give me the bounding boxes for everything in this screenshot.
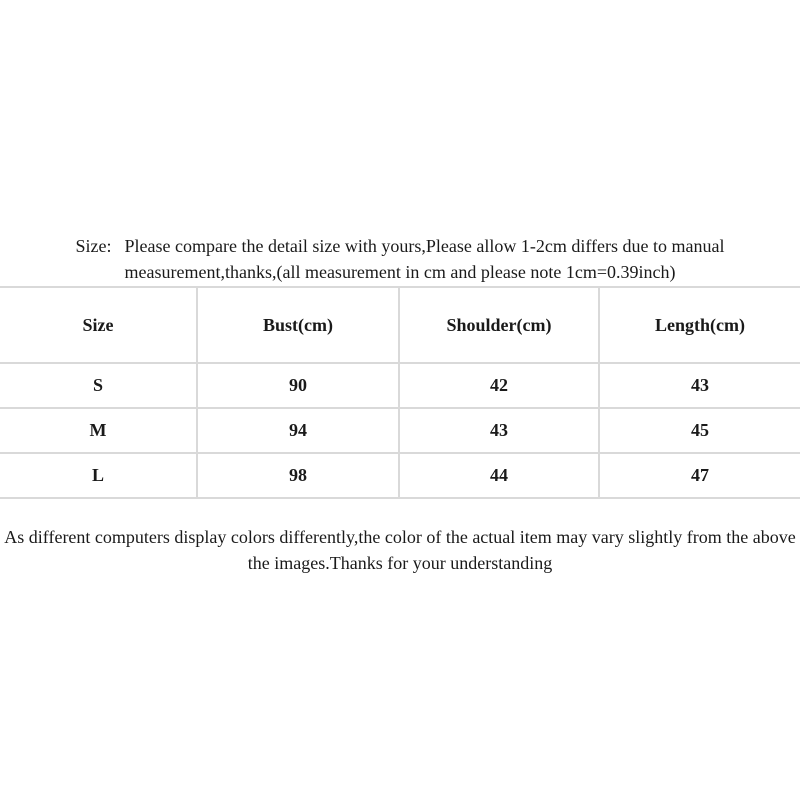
cell-shoulder-m: 43 xyxy=(399,408,599,453)
disclaimer xyxy=(0,524,800,576)
cell-bust-s: 90 xyxy=(197,363,399,408)
cell-length-l: 47 xyxy=(599,453,800,498)
cell-size-m: M xyxy=(0,408,197,453)
cell-size-s: S xyxy=(0,363,197,408)
cell-length-s: 43 xyxy=(599,363,800,408)
cell-size-l: L xyxy=(0,453,197,498)
cell-shoulder-l: 44 xyxy=(399,453,599,498)
disclaimer-line1: As different computers display colors differently,the color of the actual item may vary slightly from the above xyxy=(4,527,796,547)
size-note xyxy=(0,233,800,285)
size-table-head xyxy=(0,287,800,363)
column-header-shoulder: Shoulder(cm) xyxy=(399,287,599,363)
table-row-l xyxy=(0,453,800,498)
size-note-line1 xyxy=(0,233,800,259)
table-row-s xyxy=(0,363,800,408)
table-row-m xyxy=(0,408,800,453)
size-note-label: Size: xyxy=(75,236,112,256)
cell-bust-m: 94 xyxy=(197,408,399,453)
column-header-length: Length(cm) xyxy=(599,287,800,363)
column-header-size: Size xyxy=(0,287,197,363)
cell-bust-l: 98 xyxy=(197,453,399,498)
column-header-bust: Bust(cm) xyxy=(197,287,399,363)
size-table-body xyxy=(0,363,800,498)
cell-length-m: 45 xyxy=(599,408,800,453)
size-note-line2: measurement,thanks,(all measurement in cm and please note 1cm=0.39inch) xyxy=(124,262,676,282)
disclaimer-line2: the images.Thanks for your understanding xyxy=(247,553,553,573)
cell-shoulder-s: 42 xyxy=(399,363,599,408)
size-table xyxy=(0,286,800,499)
table-header-row xyxy=(0,287,800,363)
size-note-text: Please compare the detail size with yours,Please allow 1-2cm differs due to manual xyxy=(124,236,725,256)
